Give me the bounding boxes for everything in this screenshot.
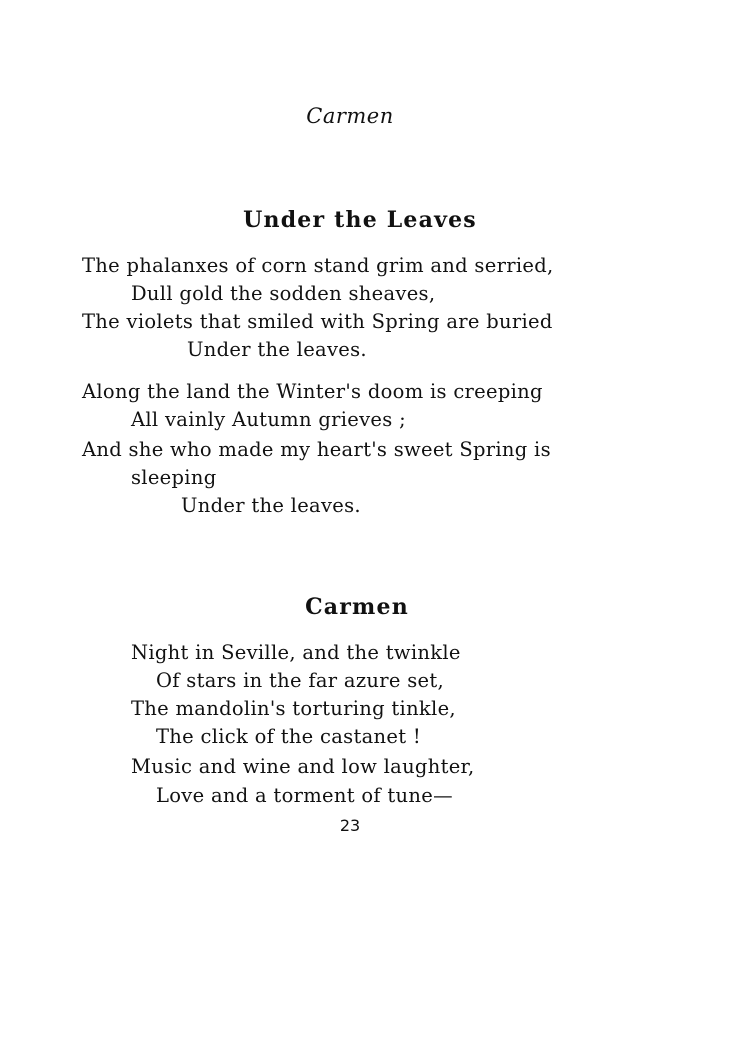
poem-line: All vainly Autumn grieves ; [131, 408, 406, 431]
poem-line: The phalanxes of corn stand grim and serried, [82, 254, 554, 277]
poem-line: Dull gold the sodden sheaves, [131, 282, 436, 305]
page-number: 23 [339, 816, 361, 835]
poem-line: sleeping [131, 466, 217, 489]
poem-title-under-the-leaves: Under the Leaves [243, 207, 477, 233]
poem-line: Love and a torment of tune— [156, 784, 453, 807]
poem-line: The violets that smiled with Spring are buried [82, 310, 553, 333]
running-head: Carmen [306, 104, 394, 128]
poem-title-carmen: Carmen [305, 594, 409, 620]
poem-line: Of stars in the far azure set, [156, 669, 444, 692]
poem-line: Under the leaves. [187, 338, 367, 361]
poem-line: Music and wine and low laughter, [131, 755, 475, 778]
poem-line: Night in Seville, and the twinkle [131, 641, 461, 664]
poem-line: Under the leaves. [181, 494, 361, 517]
poem-line: Along the land the Winter's doom is creeping [82, 380, 543, 403]
poem-line: And she who made my heart's sweet Spring is [82, 438, 551, 461]
poem-line: The click of the castanet ! [156, 725, 422, 748]
poem-line: The mandolin's torturing tinkle, [131, 697, 456, 720]
